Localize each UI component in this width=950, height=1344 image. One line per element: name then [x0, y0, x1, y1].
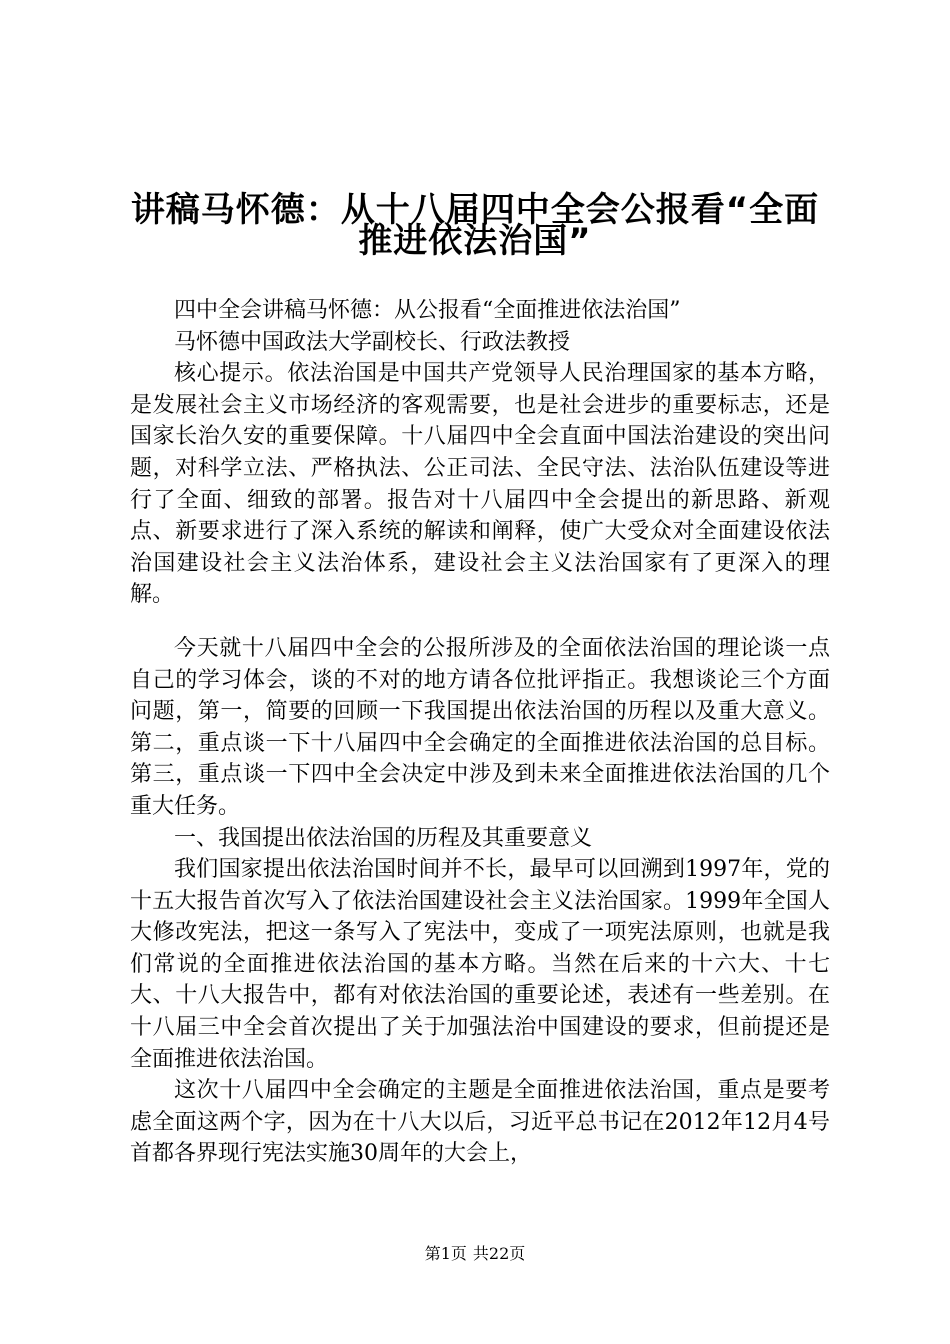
page-footer — [0, 1243, 950, 1265]
paragraph-theme: 这次十八届四中全会确定的主题是全面推进依法治国，重点是要考虑全面这两个字，因为在十八大以后，习近平总书记在2012年12月4号首都各界现行宪法实施30周年的大会上， — [130, 1078, 830, 1167]
paragraph-core-tip: 核心提示。依法治国是中国共产党领导人民治理国家的基本方略，是发展社会主义市场经济的客观需要，也是社会进步的重要标志，还是国家长治久安的重要保障。十八届四中全会直面中国法治建设的突出问题，对科学立法、严格执法、公正司法、全民守法、法治队伍建设等进行了全面、细致的部署。报告对十八届四中全会提出的新思路、新观点、新要求进行了深入系统的解读和阐释，使广大受众对全面建设依法治国建设社会主义法治体系，建设社会主义法治国家有了更深入的理解。 — [130, 361, 830, 608]
paragraph-intro: 今天就十八届四中全会的公报所涉及的全面依法治国的理论谈一点自己的学习体会，谈的不对的地方请各位批评指正。我想谈论三个方面问题，第一，简要的回顾一下我国提出依法治国的历程以及重大意义。第二，重点谈一下十八届四中全会确定的全面推进依法治国的总目标。第三，重点谈一下四中全会决定中涉及到未来全面推进依法治国的几个重大任务。 — [130, 635, 830, 819]
paragraph-history: 我们国家提出依法治国时间并不长，最早可以回溯到1997年，党的十五大报告首次写入了依法治国建设社会主义法治国家。1999年全国人大修改宪法，把这一条写入了宪法中，变成了一项宪法原则，也就是我们常说的全面推进依法治国的基本方略。当然在后来的十六大、十七大、十八大报告中，都有对依法治国的重要论述，表述有一些差别。在十八届三中全会首次提出了关于加强法治中国建设的要求，但前提还是全面推进依法治国。 — [130, 857, 830, 1072]
paragraph-subtitle: 四中全会讲稿马怀德：从公报看“全面推进依法治国” — [174, 298, 681, 323]
document-title-line-1: 讲稿马怀德：从十八届四中全会公报看“全面 — [130, 190, 820, 230]
document-body — [130, 295, 830, 1170]
document-title-line-2: 推进依法治国” — [358, 221, 592, 261]
page-number: 第1页 — [424, 1244, 467, 1263]
page-total: 共22页 — [472, 1244, 526, 1263]
section-heading-1: 一、我国提出依法治国的历程及其重要意义 — [174, 825, 593, 851]
paragraph-author: 马怀德中国政法大学副校长、行政法教授 — [174, 329, 571, 355]
